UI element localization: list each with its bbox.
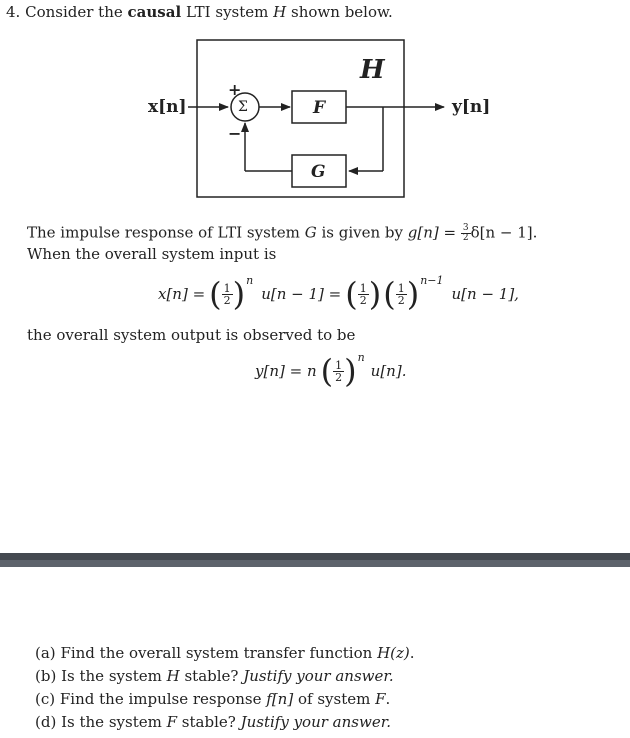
output-line: the overall system output is observed to be: [27, 326, 356, 344]
part-d: (d) Is the system F stable? Justify your answer.: [35, 713, 391, 731]
intro-text: Consider the: [25, 3, 123, 21]
input-label: x[n]: [148, 97, 187, 117]
block-g-label: G: [311, 162, 326, 182]
question-parts: [35, 645, 415, 737]
exp-n-2: n: [357, 350, 365, 364]
part-b: (b) Is the system H stable? Justify your answer.: [35, 667, 394, 685]
impulse-fraction: $\frac{3}{2}$: [462, 223, 469, 243]
frac-half-4: $\frac{1}{2}$: [335, 358, 343, 384]
intro-bold: causal: [127, 3, 182, 21]
impulse-response-line: [27, 224, 537, 243]
output-equation: y[n] = n ( $\frac{1}{2}$ ) n u[n].: [255, 350, 407, 390]
sum-symbol: Σ: [238, 99, 248, 115]
exp-n-1: n: [246, 273, 254, 287]
block-f-label: F: [313, 98, 326, 118]
y-tail: u[n].: [370, 361, 407, 380]
x-lhs: x[n] =: [158, 284, 206, 303]
intro-text-2: LTI system: [185, 3, 269, 21]
system-label: H: [360, 55, 385, 85]
problem-number: 4.: [6, 3, 21, 21]
x-mid: u[n − 1] =: [261, 284, 342, 303]
minus-sign: −: [228, 124, 242, 143]
plus-sign: +: [228, 80, 242, 99]
impulse-text-2: is given by: [321, 223, 403, 242]
frac-half-2: $\frac{1}{2}$: [359, 281, 367, 307]
input-line: When the overall system input is: [27, 245, 277, 263]
impulse-eq-tail: δ[n − 1].: [470, 223, 538, 242]
frac-half-1: $\frac{1}{2}$: [223, 281, 231, 307]
exp-n-minus-1: n−1: [420, 273, 444, 287]
frac-half-3: $\frac{1}{2}$: [397, 281, 405, 307]
impulse-eq: g[n] =: [407, 223, 461, 242]
impulse-system-g: G: [304, 223, 317, 242]
intro-end: shown below.: [291, 3, 393, 21]
impulse-text: The impulse response of LTI system: [27, 223, 300, 242]
section-divider: [0, 553, 630, 567]
system-name: H: [273, 3, 287, 21]
y-lhs: y[n] = n: [255, 361, 317, 380]
part-a: (a) Find the overall system transfer function H(z).: [35, 644, 415, 662]
x-tail: u[n − 1],: [451, 284, 519, 303]
input-equation: x[n] = ( $\frac{1}{2}$ ) n u[n − 1] = ( $\frac{1}{2}$ ) ( $\frac{1}{2}$ ) n−1 u[n − 1],: [158, 273, 519, 313]
output-label: y[n]: [452, 97, 491, 117]
part-c: (c) Find the impulse response f[n] of system F.: [35, 690, 391, 708]
